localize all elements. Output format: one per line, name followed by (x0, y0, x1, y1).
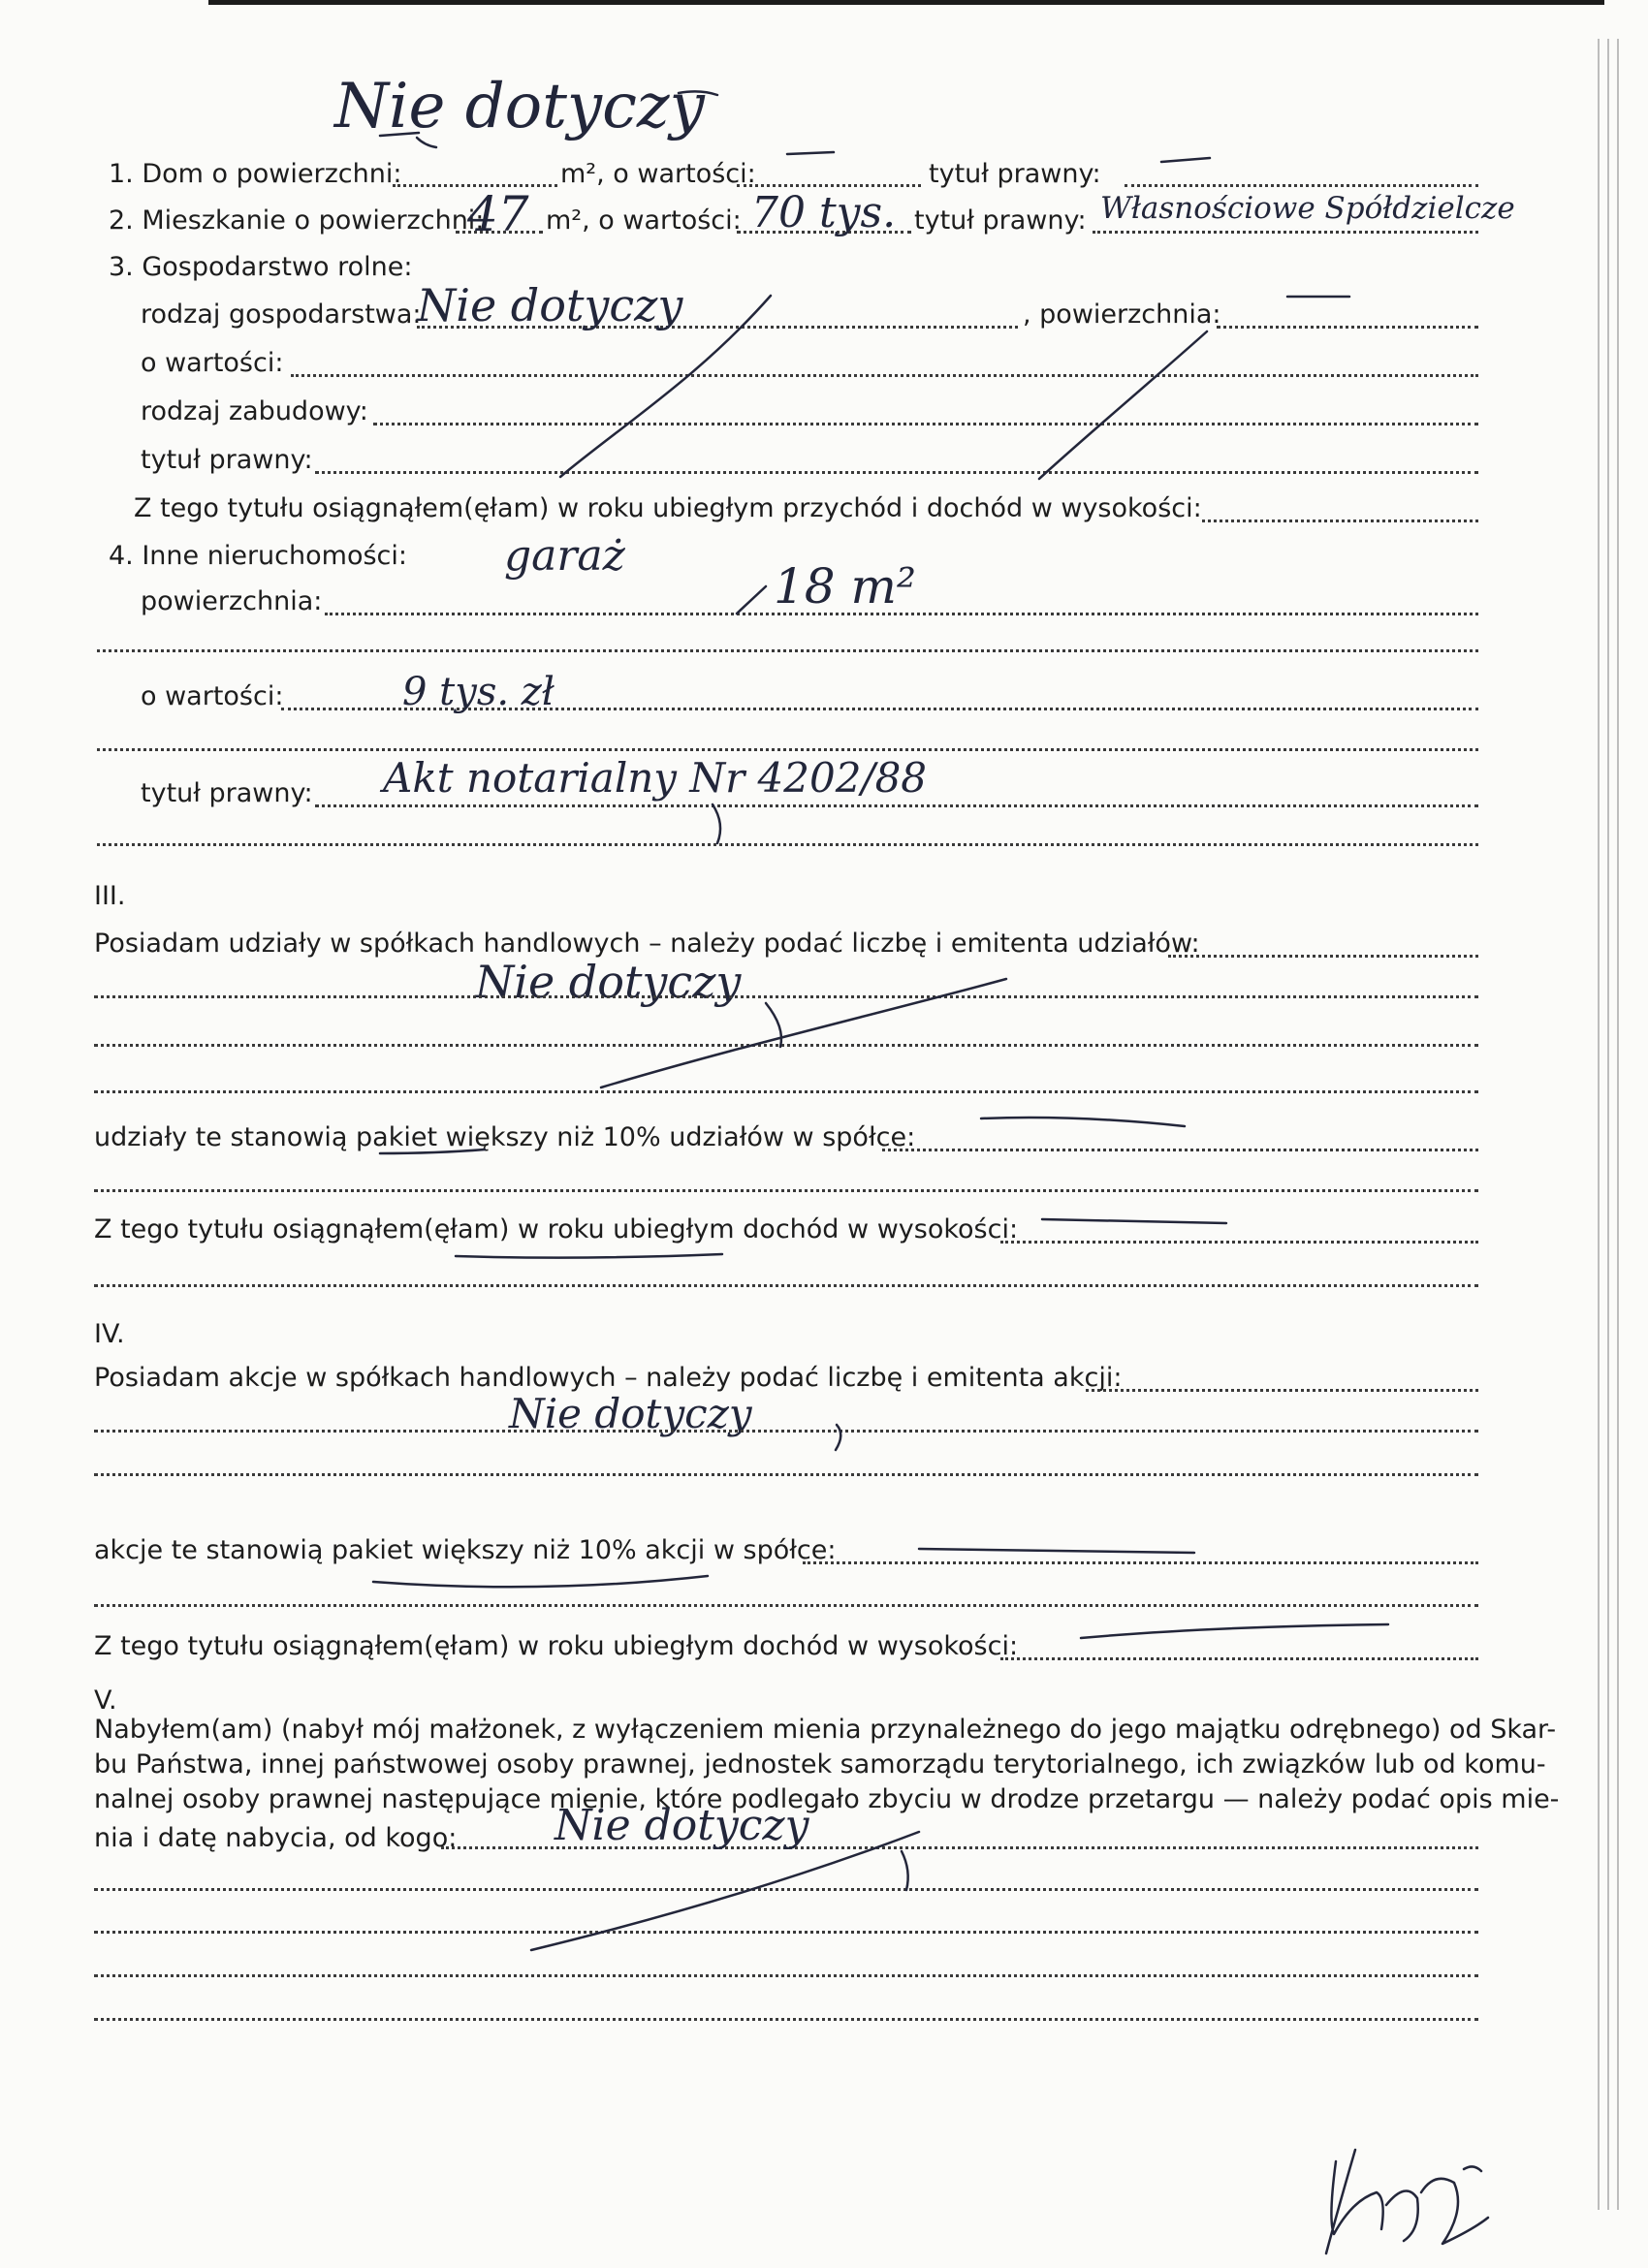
section-5-text-line-2: bu Państwa, innej państwowej osoby prawnej, jednostek samorządu terytorialnego, ich związków lub od komu- (94, 1749, 1546, 1780)
other-area-line-2 (97, 649, 1478, 652)
farm-buildings-label: rodzaj zabudowy: (141, 396, 368, 426)
section-4-income-label: Z tego tytułu osiągnąłem(ęłam) w roku ubiegłym dochód w wysokości: (94, 1631, 1019, 1661)
page-edge-line (1617, 39, 1619, 2210)
stocks-income-dash (1081, 1624, 1388, 1638)
section-4-packet-label: akcje te stanowią pakiet większy niż 10% akcji w spółce: (94, 1535, 837, 1565)
flat-title-handwriting: Własnościowe Spółdzielcze (1100, 191, 1515, 226)
stocks-income-line (1000, 1657, 1478, 1660)
other-title-handwriting: Akt notarialny Nr 4202/88 (383, 754, 928, 802)
flat-value-label: m², o wartości: (546, 205, 742, 236)
other-area-stroke (737, 586, 766, 614)
other-value-handwriting: 9 tys. zł (402, 670, 555, 714)
section-3-shares-label: Posiadam udziały w spółkach handlowych – należy podać liczbę i emitenta udziałów: (94, 929, 1200, 959)
flat-value-handwriting: 70 tys. (751, 188, 897, 237)
stocks-packet-line-2 (94, 1604, 1478, 1607)
house-title-dash (1161, 158, 1210, 162)
flat-title-label: tytuł prawny: (914, 205, 1087, 236)
signature-stroke (1326, 2150, 1488, 2253)
shares-packet-line-2 (94, 1189, 1478, 1192)
acquired-line-3 (94, 1931, 1478, 1934)
farm-value-label: o wartości: (141, 348, 284, 378)
stocks-handwriting: Nie dotyczy (509, 1390, 752, 1437)
acquired-line-2 (94, 1888, 1478, 1891)
other-title-label: tytuł prawny: (141, 778, 313, 808)
section-5-heading: V. (94, 1685, 117, 1716)
section-3-heading: III. (94, 881, 126, 911)
farm-type-handwriting: Nie dotyczy (417, 279, 683, 331)
section-4-stocks-label: Posiadam akcje w spółkach handlowych – należy podać liczbę i emitenta akcji: (94, 1363, 1123, 1393)
acquired-line-5 (94, 2018, 1478, 2021)
stocks-packet-line (803, 1561, 1478, 1564)
acquired-line-4 (94, 1974, 1478, 1977)
farm-area-label: , powierzchnia: (1023, 299, 1221, 330)
page-edge-line (1598, 39, 1600, 2210)
scan-top-border (208, 0, 1604, 5)
farm-label: 3. Gospodarstwo rolne: (109, 252, 413, 282)
section-3-packet-label: udziały te stanowią pakiet większy niż 10% udziałów w spółce: (94, 1122, 916, 1152)
house-title-label: tytuł prawny: (929, 159, 1101, 189)
stocks-line-2 (94, 1430, 1478, 1433)
shares-income-underline (456, 1254, 722, 1258)
farm-value-line (291, 374, 1478, 377)
acquired-handwriting: Nie dotyczy (555, 1801, 809, 1850)
farm-income-label: Z tego tytułu osiągnąłem(ęłam) w roku ubiegłym przychód i dochód w wysokości: (134, 493, 1202, 523)
shares-handwriting: Nie dotyczy (475, 956, 742, 1008)
shares-line-3 (94, 1044, 1478, 1047)
section-5-text-line-1: Nabyłem(am) (nabył mój małżonek, z wyłączeniem mienia przynależnego do jego majątku odrębnego) od Skar- (94, 1715, 1557, 1745)
other-property-handwriting: garaż (504, 531, 625, 581)
stocks-line-3 (94, 1473, 1478, 1476)
page-edge-line (1607, 39, 1609, 2210)
section-5-text-line-4: nia i datę nabycia, od kogo: (94, 1823, 458, 1853)
farm-type-label: rodzaj gospodarstwa: (141, 299, 422, 330)
house-value-line (737, 184, 921, 187)
farm-buildings-line (373, 423, 1478, 425)
header-note-handwriting: Nie dotyczy (334, 71, 705, 142)
other-value-label: o wartości: (141, 681, 284, 711)
shares-hook (766, 1003, 781, 1047)
house-area-label: 1. Dom o powierzchni: (109, 159, 402, 189)
shares-line-2 (94, 995, 1478, 998)
section-4-heading: IV. (94, 1319, 125, 1349)
farm-title-label: tytuł prawny: (141, 445, 313, 475)
shares-packet-line (882, 1149, 1478, 1151)
other-title-hook (713, 804, 720, 843)
house-value-dash (787, 152, 834, 154)
house-title-line (1125, 184, 1478, 187)
section-5-text-line-3: nalnej osoby prawnej następujące mienie, które podlegało zbyciu w drodze przetargu — należy podać opis mie- (94, 1784, 1560, 1814)
other-title-line (315, 804, 1478, 807)
other-value-line-2 (97, 748, 1478, 751)
house-value-label: m², o wartości: (560, 159, 756, 189)
stocks-line-1 (1086, 1389, 1478, 1392)
farm-income-line (1202, 520, 1478, 522)
other-property-label: 4. Inne nieruchomości: (109, 541, 407, 571)
shares-income-dash (1042, 1219, 1226, 1223)
acquired-hook (902, 1851, 908, 1890)
stocks-packet-dash (919, 1549, 1194, 1553)
shares-line-1 (1168, 955, 1478, 958)
shares-packet-dash (981, 1118, 1185, 1126)
section-3-income-label: Z tego tytułu osiągnąłem(ęłam) w roku ubiegłym dochód w wysokości: (94, 1214, 1019, 1244)
other-title-line-2 (97, 843, 1478, 846)
stocks-packet-underline (373, 1576, 708, 1587)
other-area-handwriting: 18 m² (774, 558, 916, 614)
shares-income-line-2 (94, 1284, 1478, 1287)
farm-area-line (1217, 326, 1478, 329)
flat-area-label: 2. Mieszkanie o powierzchni: (109, 205, 485, 236)
shares-line-4 (94, 1090, 1478, 1093)
shares-income-line (1000, 1241, 1478, 1244)
flat-area-handwriting: 47 (467, 186, 529, 242)
other-area-label: powierzchnia: (141, 586, 323, 616)
flat-title-line (1093, 231, 1478, 234)
stocks-hook (836, 1425, 840, 1450)
farm-slash-2 (1039, 331, 1207, 479)
farm-title-line (315, 471, 1478, 474)
